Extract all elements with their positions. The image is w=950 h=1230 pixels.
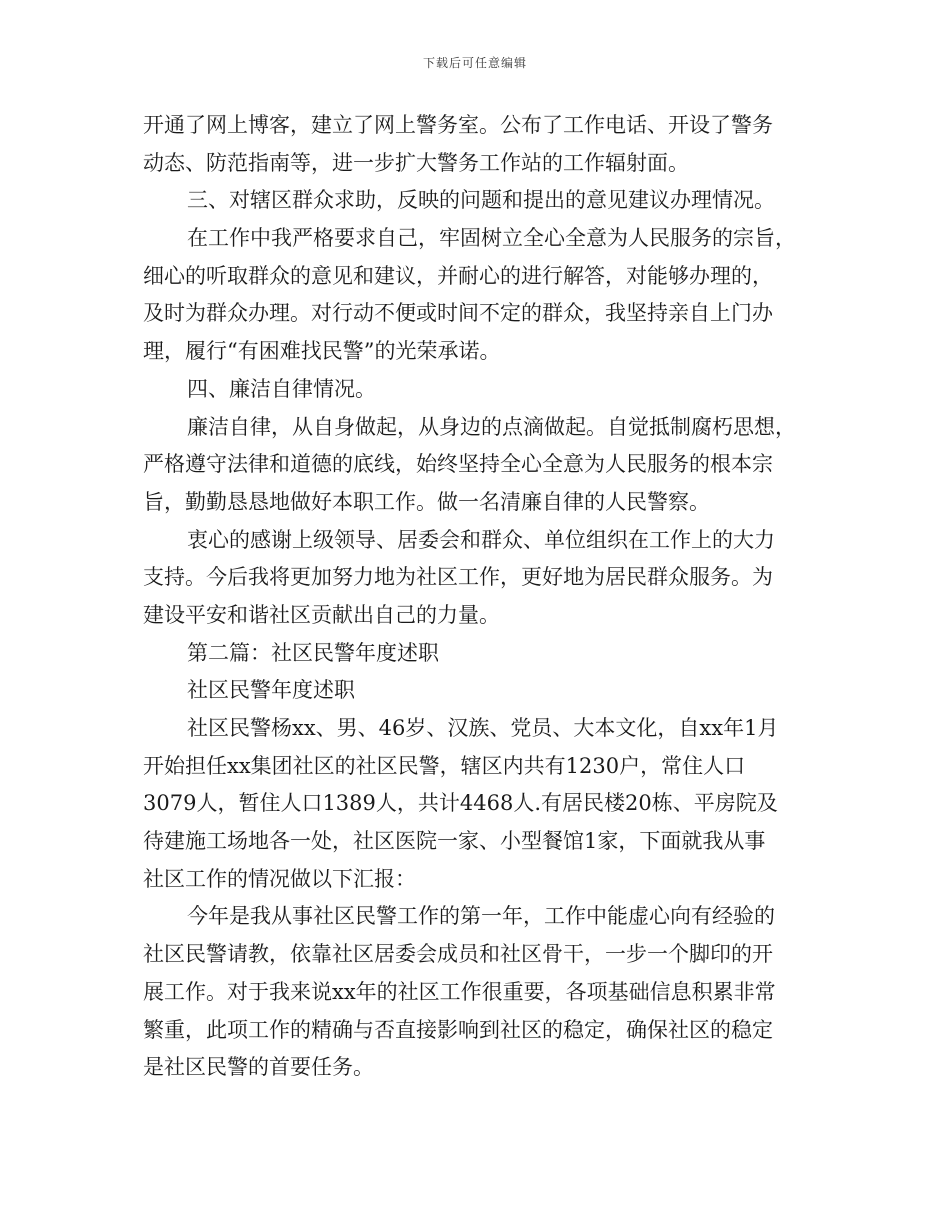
text-line: 3079人，暂住人口1389人，共计4468人.有居民楼20栋、平房院及 [143,791,778,816]
text-line: 廉洁自律，从自身做起，从身边的点滴做起。自觉抵制腐朽思想， [187,414,796,439]
text-line: 开通了网上博客，建立了网上警务室。公布了工作电话、开设了警务 [143,113,773,137]
text-line: 衷心的感谢上级领导、居委会和群众、单位组织在工作上的大力 [187,527,775,552]
text-line: 理，履行“有困难找民警”的光荣承诺。 [143,339,501,364]
text-line: 细心的听取群众的意见和建议，并耐心的进行解答，对能够办理的， [143,263,773,288]
text-line: 支持。今后我将更加努力地为社区工作，更好地为居民群众服务。为 [143,565,773,590]
text-line: 建设平安和谐社区贡献出自己的力量。 [143,602,500,627]
text-line: 社区民警杨xx、男、46岁、汉族、党员、大本文化，自xx年1月 [187,716,779,740]
text-line: 展工作。对于我来说xx年的社区工作很重要，各项基础信息积累非常 [143,979,776,1004]
text-line: 是社区民警的首要任务。 [143,1055,374,1080]
text-line: 社区工作的情况做以下汇报： [143,866,416,891]
text-line: 待建施工场地各一处，社区医院一家、小型餐馆1家，下面就我从事 [143,829,766,854]
text-line: 今年是我从事社区民警工作的第一年，工作中能虚心向有经验的 [187,904,775,929]
text-line: 第二篇：社区民警年度述职 [187,640,439,665]
text-line: 动态、防范指南等，进一步扩大警务工作站的工作辐射面。 [143,150,689,175]
page-header: 下载后可任意编辑 [422,56,527,70]
text-line: 旨，勤勤恳恳地做好本职工作。做一名清廉自律的人民警察。 [143,489,710,514]
text-line: 四、廉洁自律情况。 [187,376,376,401]
text-line: 开始担任xx集团社区的社区民警，辖区内共有1230户，常住人口 [143,753,746,778]
text-line: 繁重，此项工作的精确与否直接影响到社区的稳定，确保社区的稳定 [143,1017,773,1042]
text-line: 三、对辖区群众求助，反映的问题和提出的意见建议办理情况。 [187,188,775,213]
text-line: 严格遵守法律和道德的底线，始终坚持全心全意为人民服务的根本宗 [143,452,773,477]
text-line: 及时为群众办理。对行动不便或时间不定的群众，我坚持亲自上门办 [143,301,773,326]
text-line: 社区民警年度述职 [187,678,355,703]
text-line: 在工作中我严格要求自己，牢固树立全心全意为人民服务的宗旨， [187,226,796,251]
document-body [143,107,813,1087]
text-line: 社区民警请教，依靠社区居委会成员和社区骨干，一步一个脚印的开 [143,942,773,967]
